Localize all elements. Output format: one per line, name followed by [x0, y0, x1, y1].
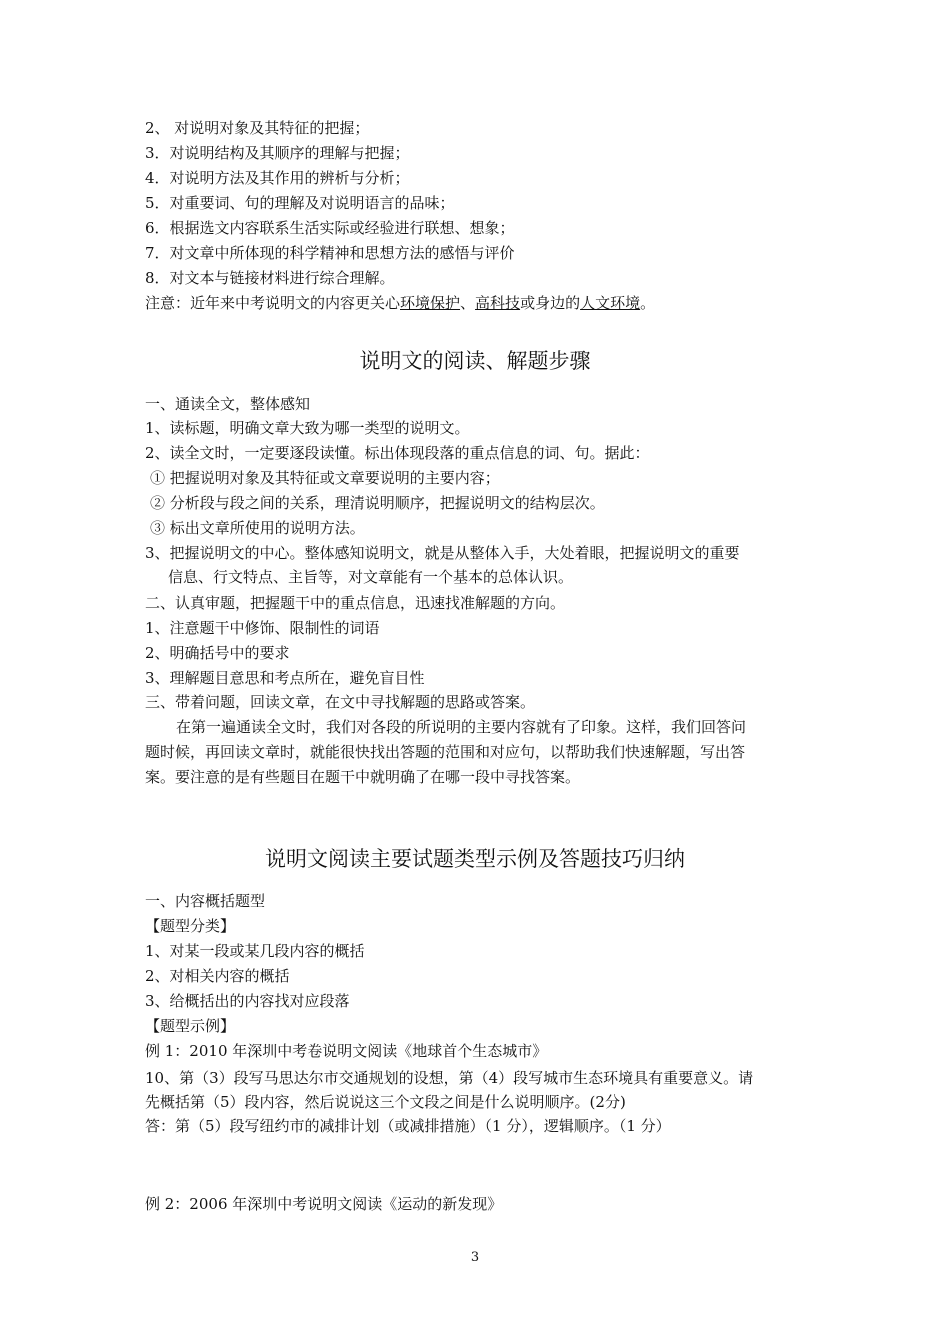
paragraph-line: 二、认真审题，把握题干中的重点信息，迅速找准解题的方向。	[145, 594, 566, 612]
section-title: 说明文阅读主要试题类型示例及答题技巧归纳	[265, 847, 685, 871]
paragraph-line: 例 1：2010 年深圳中考卷说明文阅读《地球首个生态城市》	[145, 1042, 548, 1060]
paragraph-line: 先概括第（5）段内容，然后说说这三个文段之间是什么说明顺序。(2分)	[145, 1093, 626, 1111]
paragraph-line: 1、注意题干中修饰、限制性的词语	[145, 619, 380, 637]
list-item: 4．对说明方法及其作用的辨析与分析；	[145, 169, 410, 187]
note-prefix: 注意：近年来中考说明文的内容更关心	[145, 294, 401, 312]
paragraph-line: 3、给概括出的内容找对应段落	[145, 992, 350, 1010]
paragraph-line: 【题型示例】	[145, 1017, 236, 1035]
note-keyword-hightech: 高科技	[475, 294, 521, 312]
page-number: 3	[470, 1250, 480, 1265]
paragraph-line: 在第一遍通读全文时，我们对各段的所说明的主要内容就有了印象。这样，我们回答问	[176, 718, 747, 736]
paragraph-line: 2、明确括号中的要求	[145, 644, 290, 662]
paragraph-line: 例 2：2006 年深圳中考说明文阅读《运动的新发现》	[145, 1195, 503, 1213]
list-item: 8．对文本与链接材料进行综合理解。	[145, 269, 395, 287]
note-end: 。	[640, 294, 656, 312]
note-separator: 、	[460, 294, 476, 312]
note-separator: 或身边的	[520, 294, 581, 312]
list-item: 3．对说明结构及其顺序的理解与把握；	[145, 144, 410, 162]
paragraph-line: 2、对相关内容的概括	[145, 967, 290, 985]
list-item: 7．对文章中所体现的科学精神和思想方法的感悟与评价	[145, 244, 515, 262]
paragraph-line: 三、带着问题，回读文章，在文中寻找解题的思路或答案。	[145, 693, 536, 711]
paragraph-line: ③ 标出文章所使用的说明方法。	[150, 519, 365, 537]
list-item: 5．对重要词、句的理解及对说明语言的品味；	[145, 194, 455, 212]
paragraph-line: 信息、行文特点、主旨等，对文章能有一个基本的总体认识。	[168, 568, 574, 586]
paragraph-line: 【题型分类】	[145, 917, 236, 935]
paragraph-line: 题时候，再回读文章时，就能很快找出答题的范围和对应句，以帮助我们快速解题，写出答	[145, 743, 746, 761]
paragraph-line: 1、对某一段或某几段内容的概括	[145, 942, 365, 960]
paragraph-line: ② 分析段与段之间的关系，理清说明顺序，把握说明文的结构层次。	[150, 494, 605, 512]
section-title: 说明文的阅读、解题步骤	[359, 349, 591, 373]
note-line	[145, 293, 655, 313]
paragraph-line: 3、把握说明文的中心。整体感知说明文，就是从整体入手，大处着眼，把握说明文的重要	[145, 544, 740, 562]
paragraph-line: 3、理解题目意思和考点所在，避免盲目性	[145, 669, 425, 687]
paragraph-line: 2、读全文时，一定要逐段读懂。标出体现段落的重点信息的词、句。据此：	[145, 444, 650, 462]
list-item: 6．根据选文内容联系生活实际或经验进行联想、想象；	[145, 219, 515, 237]
paragraph-line: 一、内容概括题型	[145, 892, 266, 910]
note-keyword-environment: 环境保护	[400, 294, 461, 312]
paragraph-line: 答：第（5）段写纽约市的减排计划（或减排措施）（1 分），逻辑顺序。（1 分）	[145, 1117, 671, 1135]
paragraph-line: ① 把握说明对象及其特征或文章要说明的主要内容；	[150, 469, 500, 487]
note-keyword-humanities: 人文环境	[580, 294, 641, 312]
paragraph-line: 10、第（3）段写马思达尔市交通规划的设想，第（4）段写城市生态环境具有重要意义。请	[145, 1069, 754, 1087]
paragraph-line: 一、通读全文，整体感知	[145, 395, 311, 413]
list-item: 2、 对说明对象及其特征的把握；	[145, 119, 370, 137]
paragraph-line: 1、读标题，明确文章大致为哪一类型的说明文。	[145, 419, 470, 437]
paragraph-line: 案。要注意的是有些题目在题干中就明确了在哪一段中寻找答案。	[145, 768, 581, 786]
